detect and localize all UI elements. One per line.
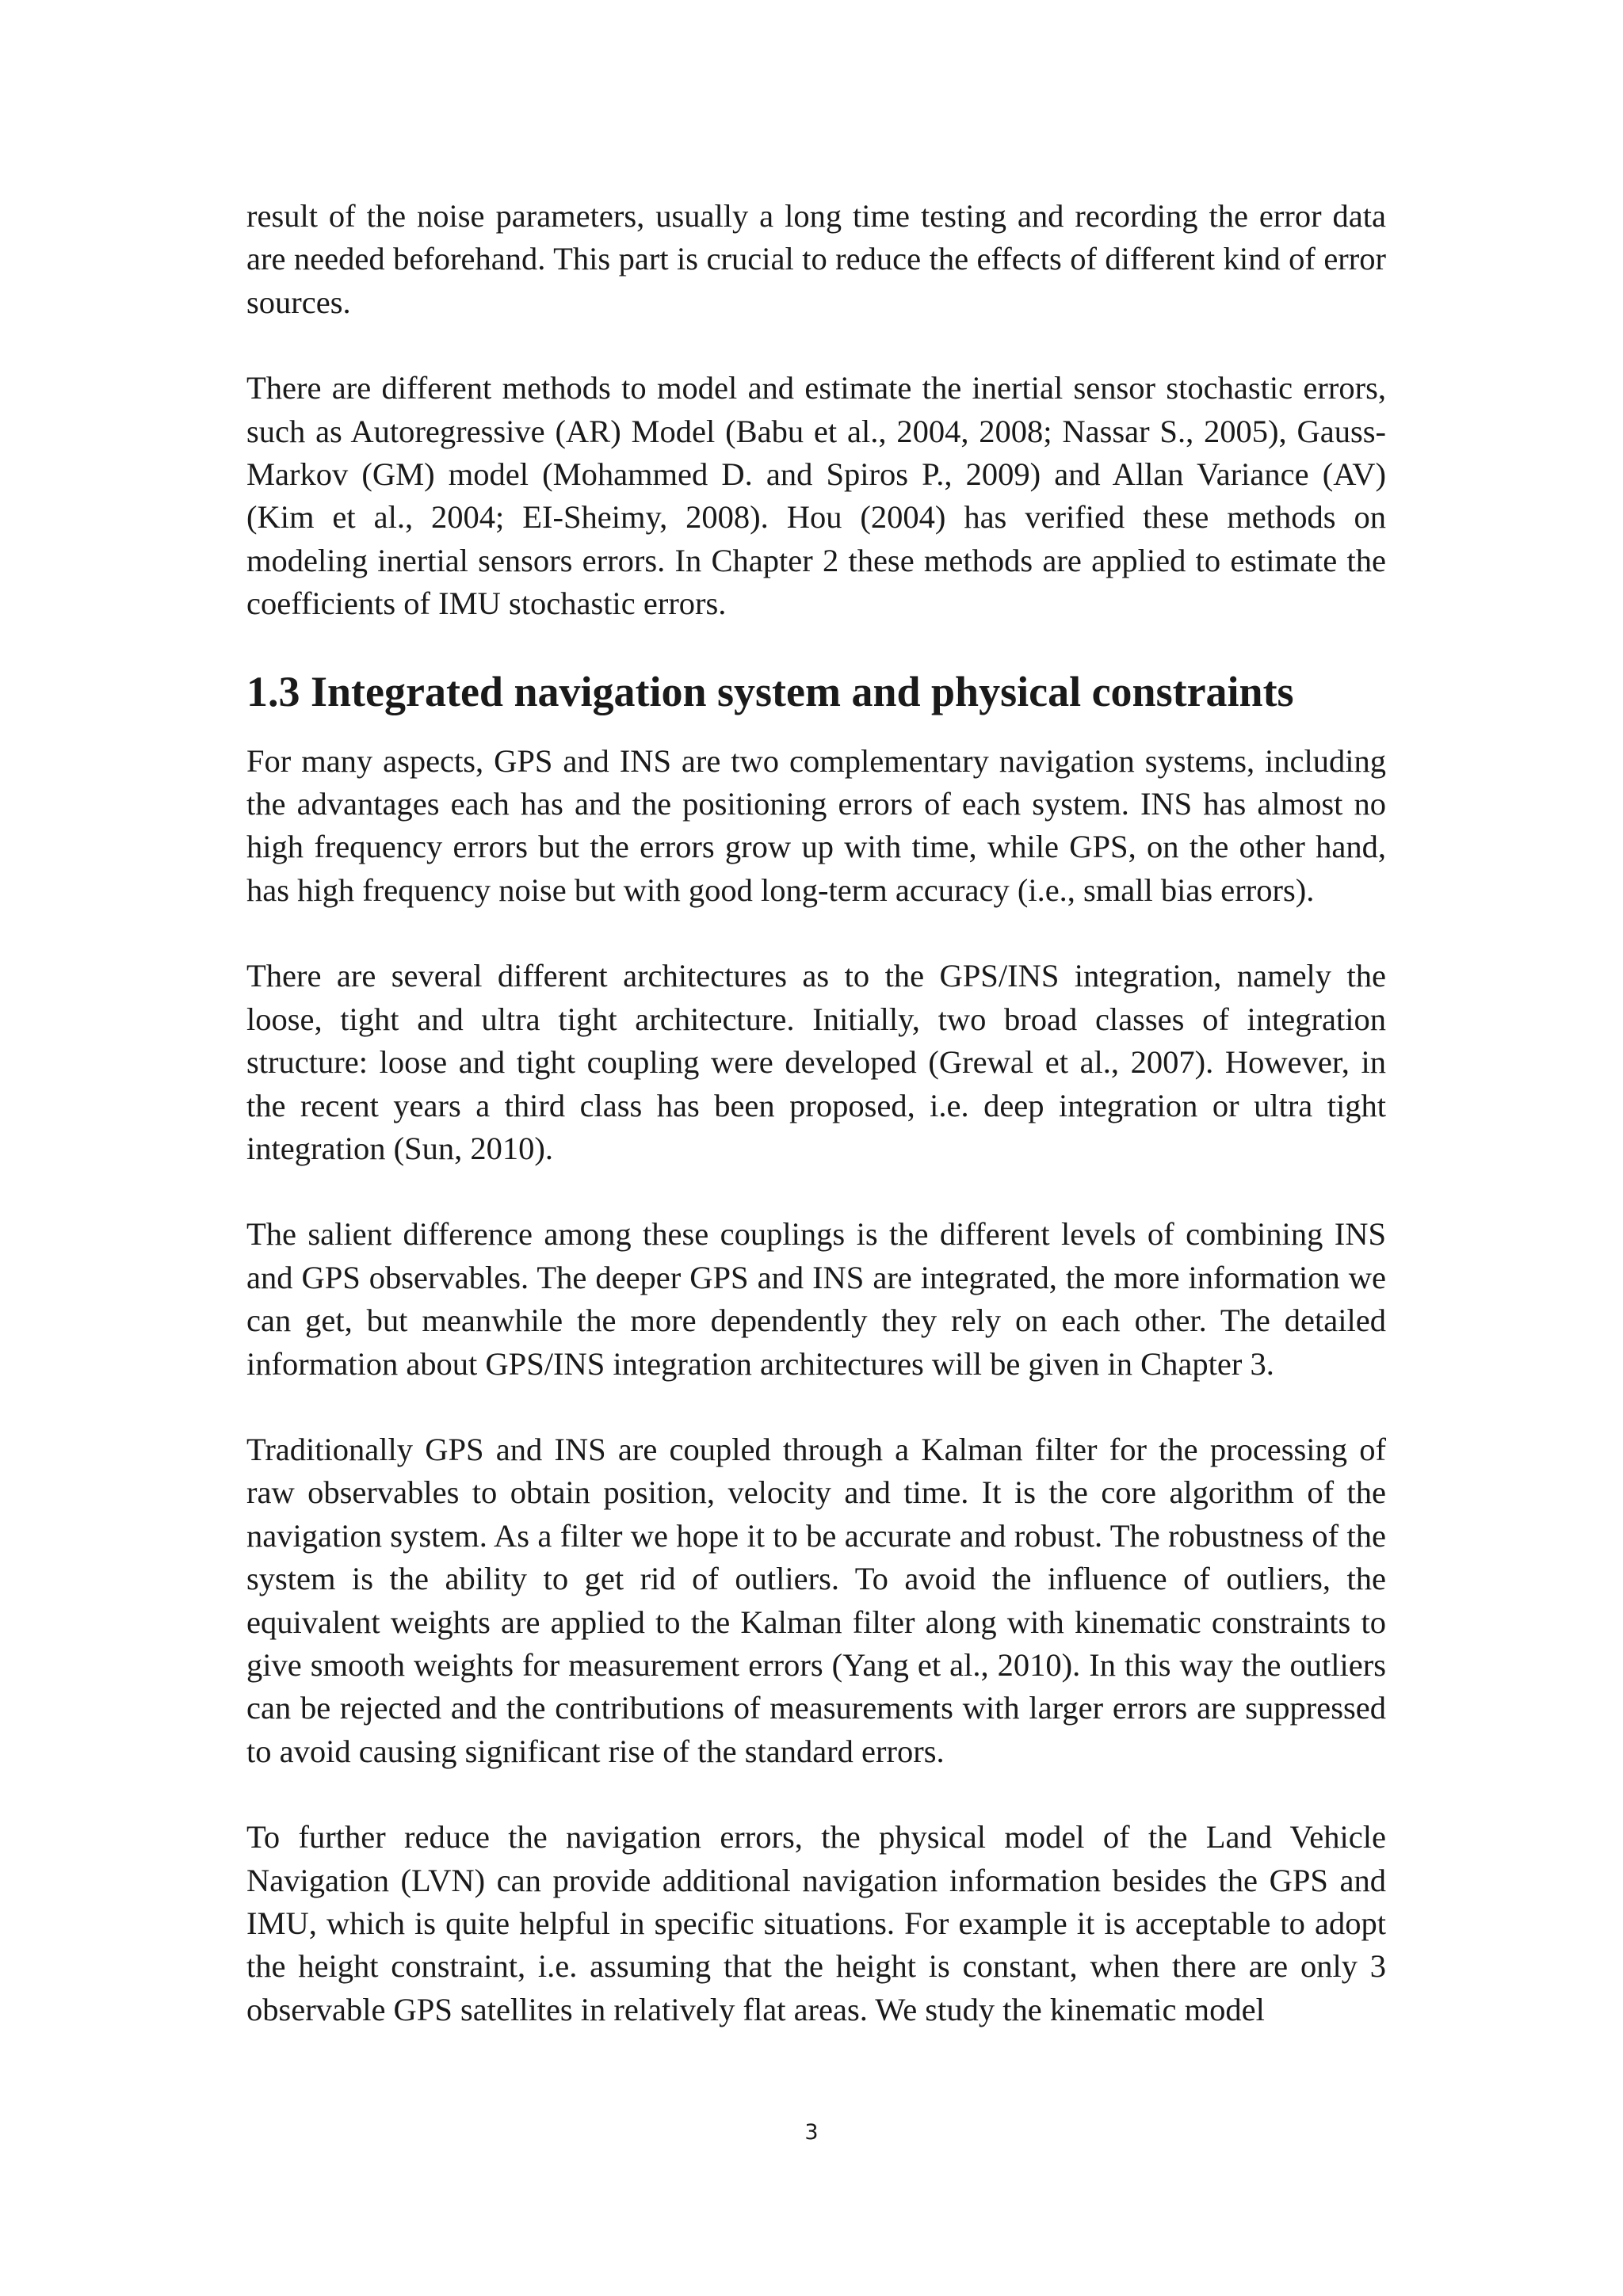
heading-spacer — [246, 626, 1386, 658]
paragraph: There are several different architectures as to the GPS/INS integration, namely the loose, tight and ultra tight architecture. Initially, two broad classes of integration structure: loose and tight coupling were developed (Grewal et al., 2007). However, in the recent years a third class has been proposed, i.e. deep integration or ultra tight integration (Sun, 2010). — [246, 958, 1386, 1166]
paragraph-spacer — [246, 1170, 1386, 1213]
paragraph: There are different methods to model and estimate the inertial sensor stochastic errors, such as Autoregressive (AR) Model (Babu et al., 2004, 2008; Nassar S., 2005), Gauss-Markov (GM) model (Mohammed D. and Spiros P., 2009) and Allan Variance (AV) (Kim et al., 2004; EI-Sheimy, 2008). Hou (2004) has verified these methods on modeling inertial sensors errors. In Chapter 2 these methods are applied to estimate the coefficients of IMU stochastic errors. — [246, 370, 1386, 622]
paragraph-spacer — [246, 912, 1386, 955]
paragraph: The salient difference among these couplings is the different levels of combining INS and GPS observables. The deeper GPS and INS are integrated, the more information we can get, but meanwhile the more dependently they rely on each other. The detailed information about GPS/INS integration architectures will be given in Chapter 3. — [246, 1216, 1386, 1382]
page-content — [246, 195, 1386, 2031]
paragraph-spacer — [246, 1773, 1386, 1816]
paragraph: result of the noise parameters, usually a long time testing and recording the error data are needed beforehand. This part is crucial to reduce the effects of different kind of error sources. — [246, 198, 1386, 320]
paragraph: Traditionally GPS and INS are coupled through a Kalman filter for the processing of raw observables to obtain position, velocity and time. It is the core algorithm of the navigation system. As a filter we hope it to be accurate and robust. The robustness of the system is the ability to get rid of outliers. To avoid the influence of outliers, the equivalent weights are applied to the Kalman filter along with kinematic constraints to give smooth weights for measurement errors (Yang et al., 2010). In this way the outliers can be rejected and the contributions of measurements with larger errors are suppressed to avoid causing significant rise of the standard errors. — [246, 1431, 1386, 1769]
page-number: 3 — [804, 2120, 819, 2145]
paragraph: To further reduce the navigation errors, the physical model of the Land Vehicle Navigation (LVN) can provide additional navigation information besides the GPS and IMU, which is quite helpful in specific situations. For example it is acceptable to adopt the height constraint, i.e. assuming that the height is constant, when there are only 3 observable GPS satellites in relatively flat areas. We study the kinematic model — [246, 1819, 1386, 2027]
paragraph-spacer — [246, 1386, 1386, 1428]
paragraph: For many aspects, GPS and INS are two complementary navigation systems, including the advantages each has and the positioning errors of each system. INS has almost no high frequency errors but the errors grow up with time, while GPS, on the other hand, has high frequency noise but with good long-term accuracy (i.e., small bias errors). — [246, 742, 1386, 908]
paragraph-spacer — [246, 324, 1386, 367]
section-heading: 1.3 Integrated navigation system and physical constraints — [246, 667, 1294, 715]
